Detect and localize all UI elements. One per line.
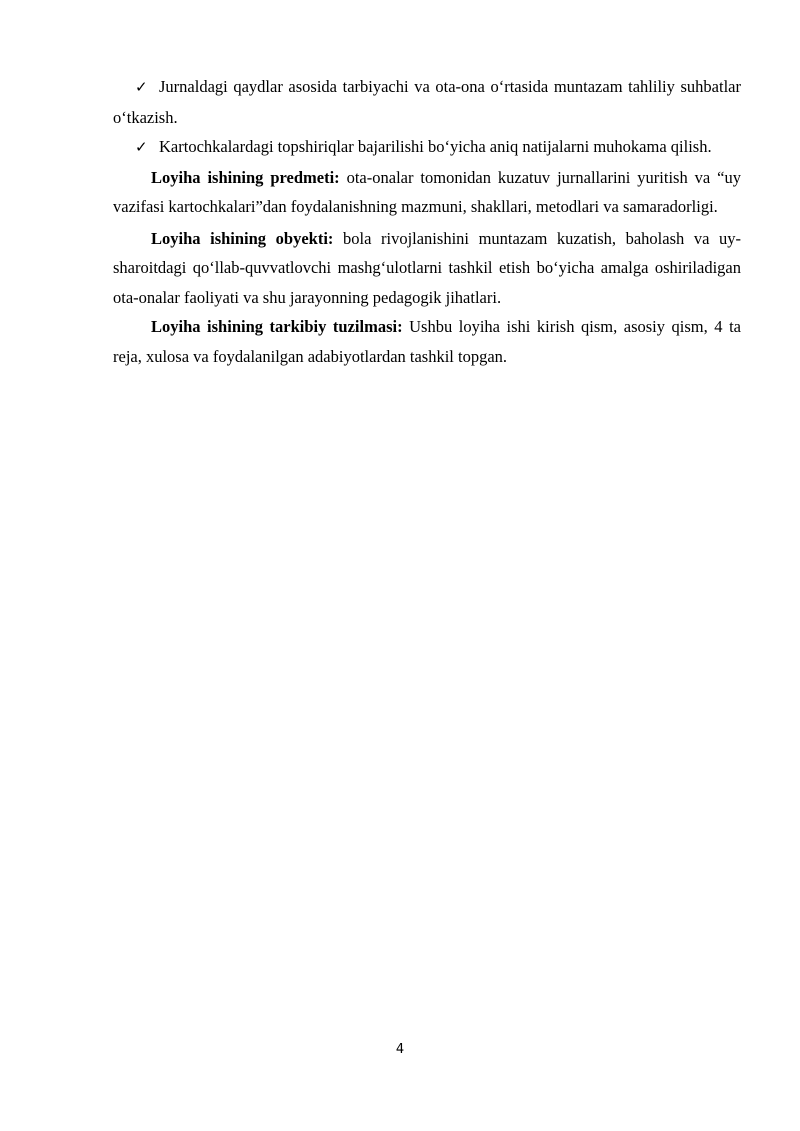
document-body: [113, 72, 741, 371]
paragraph-label: Loyiha ishining tarkibiy tuzilmasi:: [151, 317, 403, 336]
checkmark-icon: ✓: [135, 138, 148, 156]
paragraph-label: Loyiha ishining predmeti:: [151, 167, 340, 187]
paragraph-text: Ushbu loyiha ishi kirish qism, asosiy qism, 4 ta reja, xulosa va foydalanilgan adabiyotlardan tashkil topgan.: [113, 317, 741, 366]
bullet-item-card-results: [113, 132, 741, 163]
bullet-item-journal-discussions: [113, 72, 741, 132]
page-number: 4: [395, 1042, 405, 1057]
paragraph-text: bola rivojlanishini muntazam kuzatish, baholash va uy-sharoitdagi qo‘llab-quvvatlovchi mashg‘ulotlarni tashkil etish bo‘yicha amalga oshiriladigan ota-onalar faoliyati va shu jarayonning pedagogik jihatlari.: [113, 228, 741, 307]
paragraph-subject: [113, 163, 741, 222]
paragraph-object: [113, 224, 741, 313]
paragraph-text: ota-onalar tomonidan kuzatuv jurnallarini yuritish va “uy vazifasi kartochkalari”dan foydalanishning mazmuni, shakllari, metodlari va samaradorligi.: [113, 167, 741, 216]
checkmark-icon: ✓: [135, 78, 148, 96]
paragraph-label: Loyiha ishining obyekti:: [151, 228, 334, 248]
paragraph-structure: [113, 312, 741, 371]
bullet-text: Kartochkalardagi topshiriqlar bajarilishi bo‘yicha aniq natijalarni muhokama qilish.: [159, 137, 712, 156]
bullet-text: Jurnaldagi qaydlar asosida tarbiyachi va ota-ona o‘rtasida muntazam tahliliy suhbatlar o‘tkazish.: [113, 77, 741, 127]
